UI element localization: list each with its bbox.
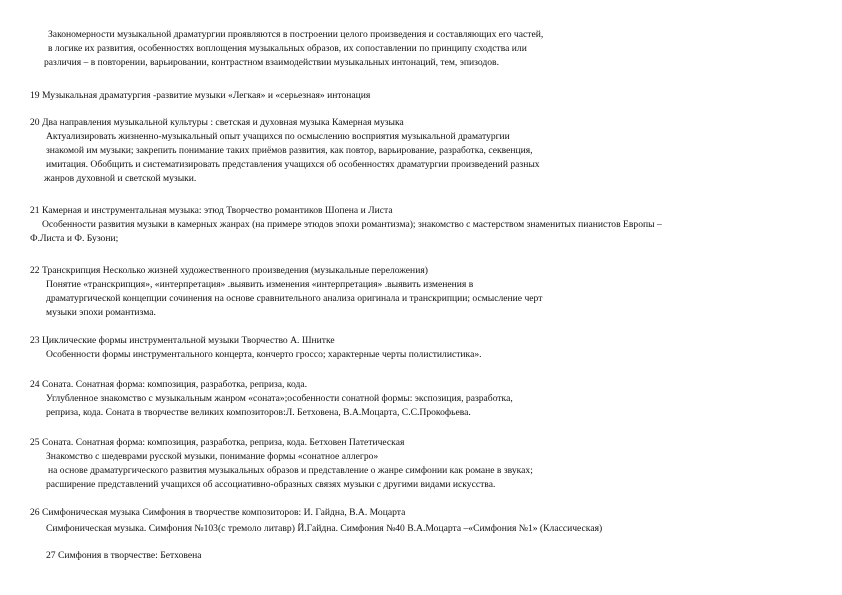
item-text: знакомой им музыки; закрепить понимание таких приёмов развития, как повтор, варьирование, разработка, секвенция, [46,145,533,156]
item-heading-21: 21 Камерная и инструментальная музыка: этюд Творчество романтиков Шопена и Листа [30,205,393,216]
item-heading-20: 20 Два направления музыкальной культуры : светская и духовная музыка Камерная музыка [30,117,404,128]
item-heading-23: 23 Циклические формы инструментальной музыки Творчество А. Шнитке [30,335,335,346]
intro-line: различия – в повторении, варьировании, контрастном взаимодействии музыкальных интонаций, тем, эпизодов. [44,57,499,68]
item-text: Ф.Листа и Ф. Бузони; [30,233,119,244]
item-heading-27: 27 Симфония в творчестве: Бетховена [46,550,202,561]
item-heading-22: 22 Транскрипция Несколько жизней художественного произведения (музыкальные переложения) [30,265,428,276]
item-text: музыки эпохи романтизма. [46,307,156,318]
item-heading-24: 24 Соната. Сонатная форма: композиция, разработка, реприза, кода. [30,379,308,390]
item-text: жанров духовной и светской музыки. [44,173,197,184]
item-heading-19: 19 Музыкальная драматургия -развитие музыки «Легкая» и «серьезная» интонация [30,90,371,101]
item-text: имитация. Обобщить и систематизировать представления учащихся об особенностях драматургии произведений разных [46,159,540,170]
item-text: Понятие «транскрипция», «интерпретация» .выявить изменения «интерпретация» .выявить изменения в [46,279,474,290]
item-text: Симфоническая музыка. Симфония №103(с тремоло литавр) Й.Гайдна. Симфония №40 В.А.Моцарта –«Симфония №1» (Классическая) [46,523,603,534]
item-heading-25: 25 Соната. Сонатная форма: композиция, разработка, реприза, кода. Бетховен Патетическая [30,437,405,448]
item-text: расширение представлений учащихся об ассоциативно-образных связях музыки с другими видами искусства. [46,479,496,490]
item-text: Знакомство с шедеврами русской музыки, понимание формы «сонатное аллегро» [46,451,379,462]
item-text: Особенности формы инструментального концерта, кончерто гроссо; характерные черты полистилистика». [46,349,482,360]
item-text: на основе драматургического развития музыкальных образов и представление о жанре симфонии как романе в звуках; [48,465,533,476]
item-text: драматургической концепции сочинения на основе сравнительного анализа оригинала и транскрипции; осмысление черт [46,293,543,304]
item-text: Углубленное знакомство с музыкальным жанром «соната»;особенности сонатной формы: экспозиция, разработка, [46,393,513,404]
item-heading-26: 26 Симфоническая музыка Симфония в творчестве композиторов: И. Гайдна, В.А. Моцарта [30,507,406,518]
item-text: Особенности развития музыки в камерных жанрах (на примере этюдов эпохи романтизма); знакомство с мастерством знаменитых пианистов Европы – [42,219,662,230]
intro-line: в логике их развития, особенностях воплощения музыкальных образов, их сопоставлении по принципу сходства или [48,43,527,54]
intro-line: Закономерности музыкальной драматургии проявляются в построении целого произведения и составляющих его частей, [48,29,544,40]
item-text: Актуализировать жизненно-музыкальный опыт учащихся по осмыслению восприятия музыкальной драматургии [46,131,510,142]
item-text: реприза, кода. Соната в творчестве великих композиторов:Л. Бетховена, В.А.Моцарта, С.С.Прокофьева. [46,407,471,418]
